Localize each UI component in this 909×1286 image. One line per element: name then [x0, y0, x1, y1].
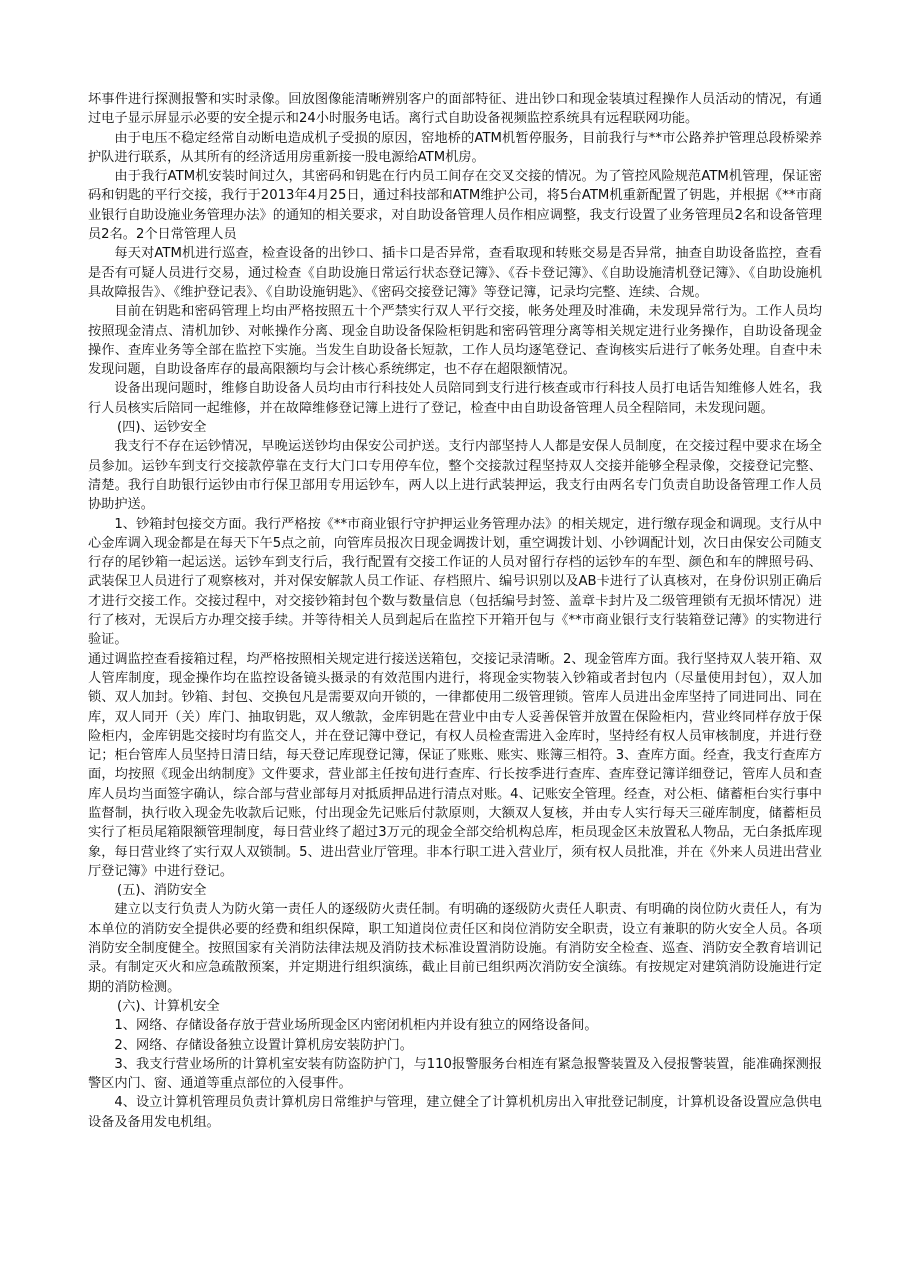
- paragraph-continued: 坏事件进行探测报警和实时录像。回放图像能清晰辨别客户的面部特征、进出钞口和现金装填过程操作人员活动的情况，有通过电子显示屏显示必要的安全提示和24小时服务电话。离行式自助设备视频监控系统具有远程联网功能。: [88, 92, 822, 127]
- paragraph: 每天对ATM机进行巡查，检查设备的出钞口、插卡口是否异常，查看取现和转账交易是否异常，抽查自助设备监控，查看是否有可疑人员进行交易，通过检查《自助设施日常运行状态登记簿》、《吞卡登记簿》、《自助设施清机登记簿》、《自助设施机具故障报告》、《维护登记表》、《自助设施钥匙》、《密码交接登记簿》等登记簿，记录均完整、连续、合规。: [88, 246, 822, 300]
- paragraph: 由于电压不稳定经常自动断电造成机子受损的原因，窑地桥的ATM机暂停服务，目前我行与**市公路养护管理总段桥梁养护队进行联系，从其所有的经济适用房重新接一股电源给ATM机房。: [88, 130, 822, 165]
- paragraph: 4、设立计算机管理员负责计算机房日常维护与管理，建立健全了计算机机房出入审批登记制度，计算机设备设置应急供电设备及备用发电机组。: [88, 1095, 822, 1130]
- paragraph: 1、网络、存储设备存放于营业场所现金区内密闭机柜内并设有独立的网络设备间。: [114, 1018, 598, 1034]
- paragraph: 目前在钥匙和密码管理上均由严格按照五十个严禁实行双人平行交接，帐务处理及时准确，未发现异常行为。工作人员均按照现金清点、清机加钞、对帐操作分离、现金自助设备保险柜钥匙和密码管理分离等相关规定进行业务操作，自助设备现金操作、查库业务等全部在监控下实施。当发生自助设备长短款，工作人员均逐笔登记、查询核实后进行了帐务处理。自查中未发现问题，自助设备库存的最高限额均与会计核心系统绑定，也不存在超限额情况。: [88, 304, 822, 378]
- paragraph: 1、钞箱封包接交方面。我行严格按《**市商业银行守护押运业务管理办法》的相关规定，进行缴存现金和调现。支行从中心金库调入现金都是在每天下午5点之前，向管库员报次日现金调拨计划，重空调拨计划、小钞调配计划，次日由保安公司随支行存的尾钞箱一起运送。运钞车到支行后，我行配置有交接工作证的人员对留行存档的运钞车的车型、颜色和车的牌照号码、武装保卫人员进行了观察核对，并对保安解款人员工作证、存档照片、编号识别以及AB卡进行了认真核对，在身份识别正确后才进行交接工作。交接过程中，对交接钞箱封包个数与数量信息（包括编号封签、盖章卡封片及二级管理锁有无损坏情况）进行了核对，无误后方办理交接手续。并等待相关人员到起后在监控下开箱开包与《**市商业银行支行装箱登记薄》的实物进行验证。: [88, 516, 822, 648]
- document-body: [88, 90, 822, 1132]
- section-heading: (四)、运钞安全: [117, 420, 207, 436]
- paragraph: 2、网络、存储设备独立设置计算机房安装防护门。: [114, 1037, 413, 1053]
- paragraph: 设备出现问题时，维修自助设备人员均由市行科技处人员陪同到支行进行核查或市行科技人员打电话告知维修人姓名，我行人员核实后陪同一起维修，并在故障维修登记簿上进行了登记，检查中由自助设备管理人员全程陪同，未发现问题。: [88, 381, 822, 416]
- paragraph: 建立以支行负责人为防火第一责任人的逐级防火责任制。有明确的逐级防火责任人职责、有明确的岗位防火责任人，有为本单位的消防安全提供必要的经费和组织保障，职工知道岗位责任区和岗位消防安全职责，设立有兼职的防火安全人员。各项消防安全制度健全。按照国家有关消防法律法规及消防技术标准设置消防设施。有消防安全检查、巡查、消防安全教育培训记录。有制定灭火和应急疏散预案，并定期进行组织演练，截止目前已组织两次消防安全演练。有按规定对建筑消防设施进行定期的消防检测。: [88, 902, 822, 995]
- paragraph: 3、我支行营业场所的计算机室安装有防盗防护门，与110报警服务台相连有紧急报警装置及入侵报警装置，能准确探测报警区内门、窗、通道等重点部位的入侵事件。: [88, 1056, 822, 1092]
- paragraph: 我支行不存在运钞情况，早晚运送钞均由保安公司护送。支行内部坚持人人都是安保人员制度，在交接过程中要求在场全员参加。运钞车到支行交接款停靠在支行大门口专用停车位，整个交接款过程坚持双人交接并能够全程录像，交接登记完整、清楚。我行自助银行运钞由市行保卫部用专用运钞车，两人以上进行武装押运，我支行由两名专门负责自助设备管理工作人员协助护送。: [88, 439, 822, 513]
- section-heading: (六)、计算机安全: [117, 998, 220, 1014]
- section-heading: (五)、消防安全: [117, 883, 207, 899]
- paragraph-continued: 通过调监控查看接箱过程，均严格按照相关规定进行接送送箱包，交接记录清晰。2、现金管库方面。我行坚持双人装开箱、双人管库制度，现金操作均在监控设备镜头摄录的有效范围内进行，将现金实物装入钞箱或者封包内（尽量使用封包），双人加锁、双人加封。钞箱、封包、交换包凡是需要双向开锁的，一律都使用二级管理锁。管库人员进出金库坚持了同进同出、同在库，双人同开（关）库门、抽取钥匙，双人缴款，金库钥匙在营业中由专人妥善保管并放置在保险柜内，营业终同样存放于保险柜内，金库钥匙交接时均有监交人，并在登记簿中登记，有权人员检查需进入金库时，坚持经有权人员审核制度，并进行登记；柜台管库人员坚持日清日结，每天登记库现登记簿，保证了账账、账实、账簿三相符。3、查库方面。经查，我支行查库方面，均按照《现金出纳制度》文件要求，营业部主任按旬进行查库、行长按季进行查库、查库登记簿详细登记，管库人员和查库人员均当面签字确认，综合部与营业部每月对抵质押品进行清点对账。4、记账安全管理。经查，对公柜、储蓄柜台实行事中监督制，执行收入现金先收款后记账，付出现金先记账后付款原则，大额双人复核，并由专人实行每天三碰库制度，储蓄柜员实行了柜员尾箱限额管理制度，每日营业终了超过3万元的现金全部交给机构总库，柜员现金区未放置私人物品，无白条抵库现象，每日营业终了实行双人双锁制。5、进出营业厅管理。非本行职工进入营业厅，须有权人员批准，并在《外来人员进出营业厅登记簿》中进行登记。: [88, 651, 822, 879]
- paragraph: 由于我行ATM机安装时间过久，其密码和钥匙在行内员工间存在交叉交接的情况。为了管控风险规范ATM机管理，保证密码和钥匙的平行交接，我行于2013年4月25日，通过科技部和ATM维护公司，将5台ATM机重新配置了钥匙，并根据《**市商业银行自助设施业务管理办法》的通知的相关要求，对自助设备管理人员作相应调整，我支行设置了业务管理员2名和设备管理员2名。2个日常管理人员: [88, 169, 822, 243]
